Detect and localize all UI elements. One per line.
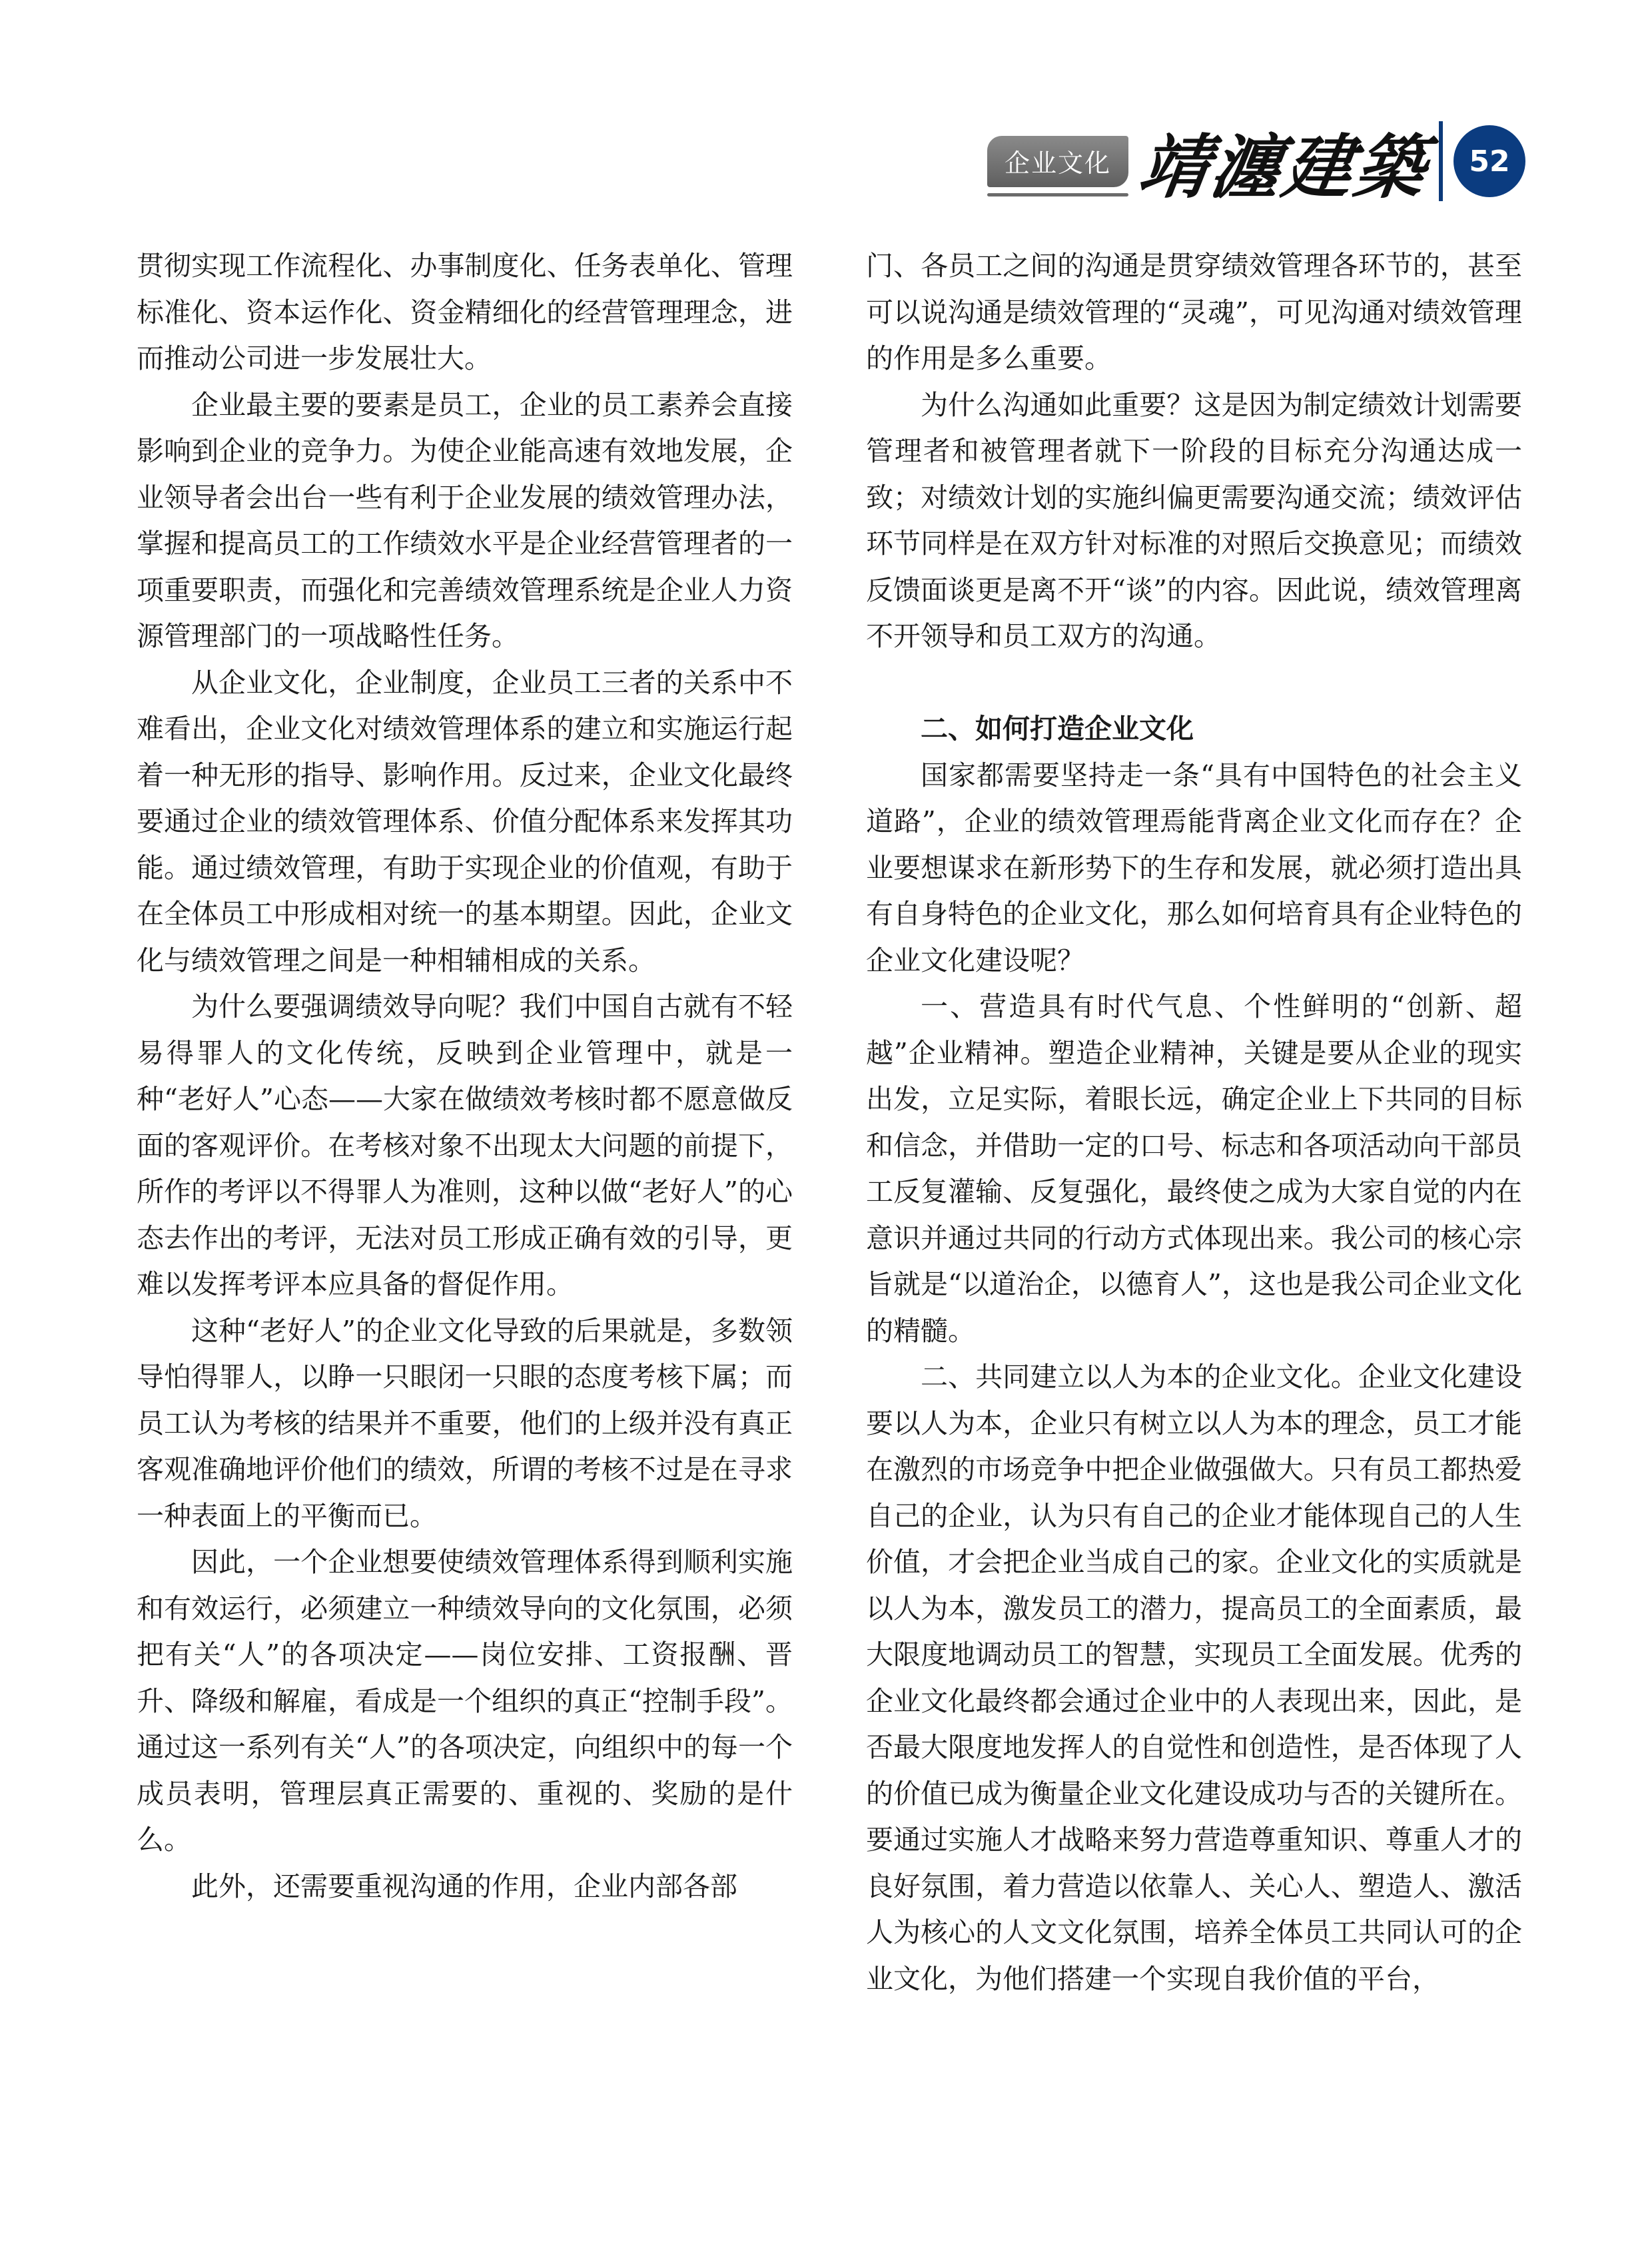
paragraph: 企业最主要的要素是员工，企业的员工素养会直接影响到企业的竞争力。为使企业能高速有效地发展，企业领导者会出台一些有利于企业发展的绩效管理办法，掌握和提高员工的工作绩效水平是企业经营管理者的一项重要职责，而强化和完善绩效管理系统是企业人力资源管理部门的一项战略性任务。 bbox=[137, 388, 793, 652]
paragraph: 贯彻实现工作流程化、办事制度化、任务表单化、管理标准化、资本运作化、资金精细化的经营管理理念，进而推动公司进一步发展壮大。 bbox=[137, 250, 793, 374]
spacer bbox=[866, 660, 1522, 707]
paragraph: 为什么沟通如此重要？这是因为制定绩效计划需要管理者和被管理者就下一阶段的目标充分沟通达成一致；对绩效计划的实施纠偏更需要沟通交流；绩效评估环节同样是在双方针对标准的对照后交换意见；而绩效反馈面谈更是离不开“谈”的内容。因此说，绩效管理离不开领导和员工双方的沟通。 bbox=[866, 388, 1522, 652]
paragraph: 这种“老好人”的企业文化导致的后果就是，多数领导怕得罪人，以睁一只眼闭一只眼的态度考核下属；而员工认为考核的结果并不重要，他们的上级并没有真正客观准确地评价他们的绩效，所谓的考核不过是在寻求一种表面上的平衡而已。 bbox=[137, 1314, 793, 1532]
paragraph: 一、营造具有时代气息、个性鲜明的“创新、超越”企业精神。塑造企业精神，关键是要从企业的现实出发，立足实际，着眼长远，确定企业上下共同的目标和信念，并借助一定的口号、标志和各项活动向干部员工反复灌输、反复强化，最终使之成为大家自觉的内在意识并通过共同的行动方式体现出来。我公司的核心宗旨就是“以道治企，以德育人”，这也是我公司企业文化的精髓。 bbox=[866, 990, 1522, 1347]
section-badge: 企业文化 bbox=[987, 136, 1128, 187]
page-header bbox=[987, 115, 1525, 208]
paragraph: 为什么要强调绩效导向呢？我们中国自古就有不轻易得罪人的文化传统，反映到企业管理中，就是一种“老好人”心态——大家在做绩效考核时都不愿意做反面的客观评价。在考核对象不出现太大问题的前提下，所作的考评以不得罪人为准则，这种以做“老好人”的心态去作出的考评，无法对员工形成正确有效的引导，更难以发挥考评本应具备的督促作用。 bbox=[137, 990, 793, 1300]
page-number: 52 bbox=[1453, 125, 1525, 197]
left-column bbox=[137, 243, 793, 1910]
magazine-logo: 靖瀍建築 bbox=[1134, 126, 1434, 208]
paragraph: 二、共同建立以人为本的企业文化。企业文化建设要以人为本，企业只有树立以人为本的理念，员工才能在激烈的市场竞争中把企业做强做大。只有员工都热爱自己的企业，认为只有自己的企业才能体现自己的人生价值，才会把企业当成自己的家。企业文化的实质就是以人为本，激发员工的潜力，提高员工的全面素质，最大限度地调动员工的智慧，实现员工全面发展。优秀的企业文化最终都会通过企业中的人表现出来，因此，是否最大限度地发挥人的自觉性和创造性，是否体现了人的价值已成为衡量企业文化建设成功与否的关键所在。要通过实施人才战略来努力营造尊重知识、尊重人才的良好氛围，着力营造以依靠人、关心人、塑造人、激活人为核心的人文文化氛围，培养全体员工共同认可的企业文化，为他们搭建一个实现自我价值的平台， bbox=[866, 1361, 1522, 1995]
paragraph: 门、各员工之间的沟通是贯穿绩效管理各环节的，甚至可以说沟通是绩效管理的“灵魂”，可见沟通对绩效管理的作用是多么重要。 bbox=[866, 250, 1522, 374]
header-divider bbox=[1439, 121, 1443, 201]
paragraph: 国家都需要坚持走一条“具有中国特色的社会主义道路”，企业的绩效管理焉能背离企业文化而存在？企业要想谋求在新形势下的生存和发展，就必须打造出具有自身特色的企业文化，那么如何培育具有企业特色的企业文化建设呢？ bbox=[866, 759, 1522, 976]
section-heading: 二、如何打造企业文化 bbox=[921, 713, 1194, 745]
paragraph: 从企业文化，企业制度，企业员工三者的关系中不难看出，企业文化对绩效管理体系的建立和实施运行起着一种无形的指导、影响作用。反过来，企业文化最终要通过企业的绩效管理体系、价值分配体系来发挥其功能。通过绩效管理，有助于实现企业的价值观，有助于在全体员工中形成相对统一的基本期望。因此，企业文化与绩效管理之间是一种相辅相成的关系。 bbox=[137, 666, 793, 976]
paragraph: 因此，一个企业想要使绩效管理体系得到顺利实施和有效运行，必须建立一种绩效导向的文化氛围，必须把有关“人”的各项决定——岗位安排、工资报酬、晋升、降级和解雇，看成是一个组织的真正“控制手段”。通过这一系列有关“人”的各项决定，向组织中的每一个成员表明，管理层真正需要的、重视的、奖励的是什么。 bbox=[137, 1546, 793, 1856]
right-column bbox=[866, 243, 1522, 2002]
paragraph: 此外，还需要重视沟通的作用，企业内部各部 bbox=[191, 1870, 737, 1902]
